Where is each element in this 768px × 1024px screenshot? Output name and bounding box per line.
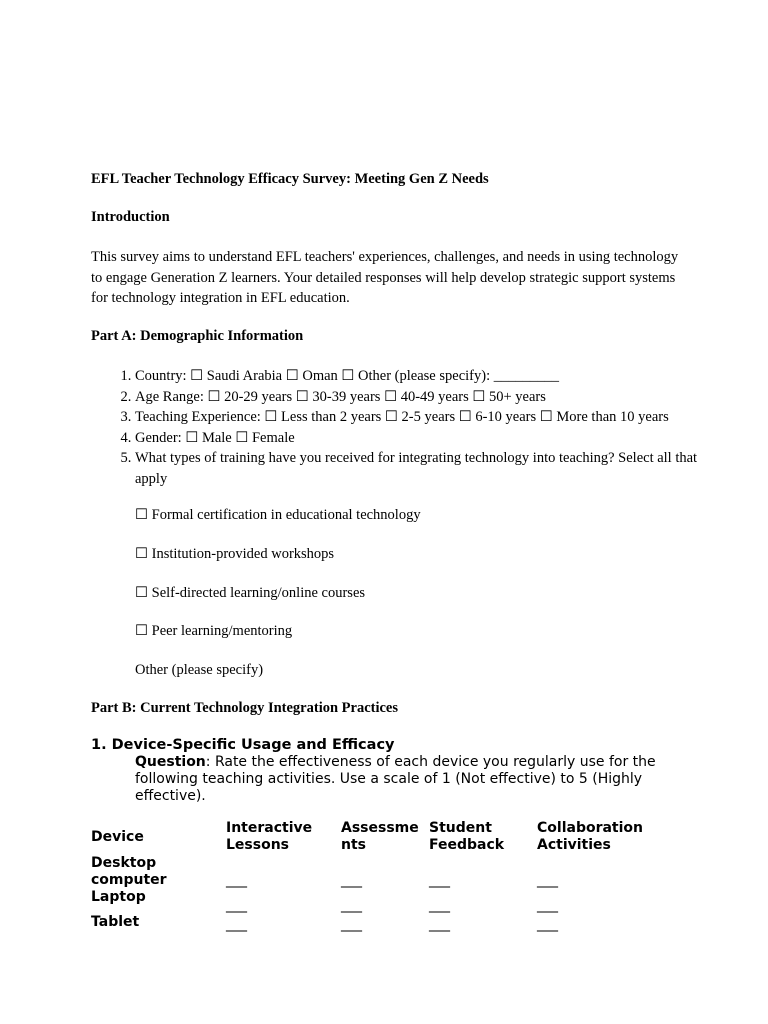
table-header-row [91,820,657,854]
training-option-other[interactable]: Other (please specify) [135,662,264,678]
demographic-item-training: 5. What types of training have you received for integrating technology into teaching? Select all that apply [135,448,715,489]
header-assessments: Assessme nts [341,820,419,853]
section-1-question [135,754,695,805]
rating-blank[interactable]: ___ [537,916,558,932]
row-device-desktop: Desktop computer [91,855,167,888]
device-efficacy-table [91,820,657,933]
part-a-heading: Part A: Demographic Information [91,328,304,344]
header-interactive-lessons: Interactive Lessons [226,820,313,853]
table-row [91,889,657,914]
header-device: Device [91,829,144,845]
rating-blank[interactable]: ___ [226,897,247,913]
training-option-self-directed[interactable]: ☐ Self-directed learning/online courses [135,585,366,601]
demographic-item-gender: 4. Gender: ☐ Male ☐ Female [135,428,715,449]
demographic-item-country: 1. Country: ☐ Saudi Arabia ☐ Oman ☐ Other (please specify): _________ [135,366,715,387]
introduction-heading: Introduction [91,209,170,225]
introduction-text: This survey aims to understand EFL teachers' experiences, challenges, and needs in using technology to engage Generation Z learners. Your detailed responses will help develop strategic support systems for technology integration in EFL education. [91,249,679,306]
demographic-item-experience: 3. Teaching Experience: ☐ Less than 2 years ☐ 2-5 years ☐ 6-10 years ☐ More than 10 years [135,407,715,428]
rating-blank[interactable]: ___ [537,897,558,913]
rating-blank[interactable]: ___ [341,872,362,888]
rating-blank[interactable]: ___ [429,897,450,913]
row-device-tablet: Tablet [91,914,140,930]
rating-blank[interactable]: ___ [429,872,450,888]
section-1-heading: 1. Device-Specific Usage and Efficacy [91,737,395,753]
document-title: EFL Teacher Technology Efficacy Survey: Meeting Gen Z Needs [91,171,489,187]
header-collaboration: Collaboration Activities [537,820,644,853]
question-text: : Rate the effectiveness of each device you regularly use for the following teaching activities. Use a scale of 1 (Not effective) to 5 (Highly effective). [135,754,656,804]
rating-blank[interactable]: ___ [226,872,247,888]
part-b-heading: Part B: Current Technology Integration Practices [91,700,399,716]
demographic-item-age: 2. Age Range: ☐ 20-29 years ☐ 30-39 years ☐ 40-49 years ☐ 50+ years [135,387,715,408]
training-option-certification[interactable]: ☐ Formal certification in educational technology [135,507,421,523]
table-row [91,854,657,889]
rating-blank[interactable]: ___ [537,872,558,888]
rating-blank[interactable]: ___ [341,897,362,913]
question-label: Question [135,754,206,770]
demographic-list [91,366,715,489]
rating-blank[interactable]: ___ [429,916,450,932]
rating-blank[interactable]: ___ [226,916,247,932]
table-row [91,914,657,933]
header-student-feedback: Student Feedback [429,820,505,853]
row-device-laptop: Laptop [91,889,146,905]
rating-blank[interactable]: ___ [341,916,362,932]
training-option-peer[interactable]: ☐ Peer learning/mentoring [135,623,293,639]
training-option-workshops[interactable]: ☐ Institution-provided workshops [135,546,335,562]
